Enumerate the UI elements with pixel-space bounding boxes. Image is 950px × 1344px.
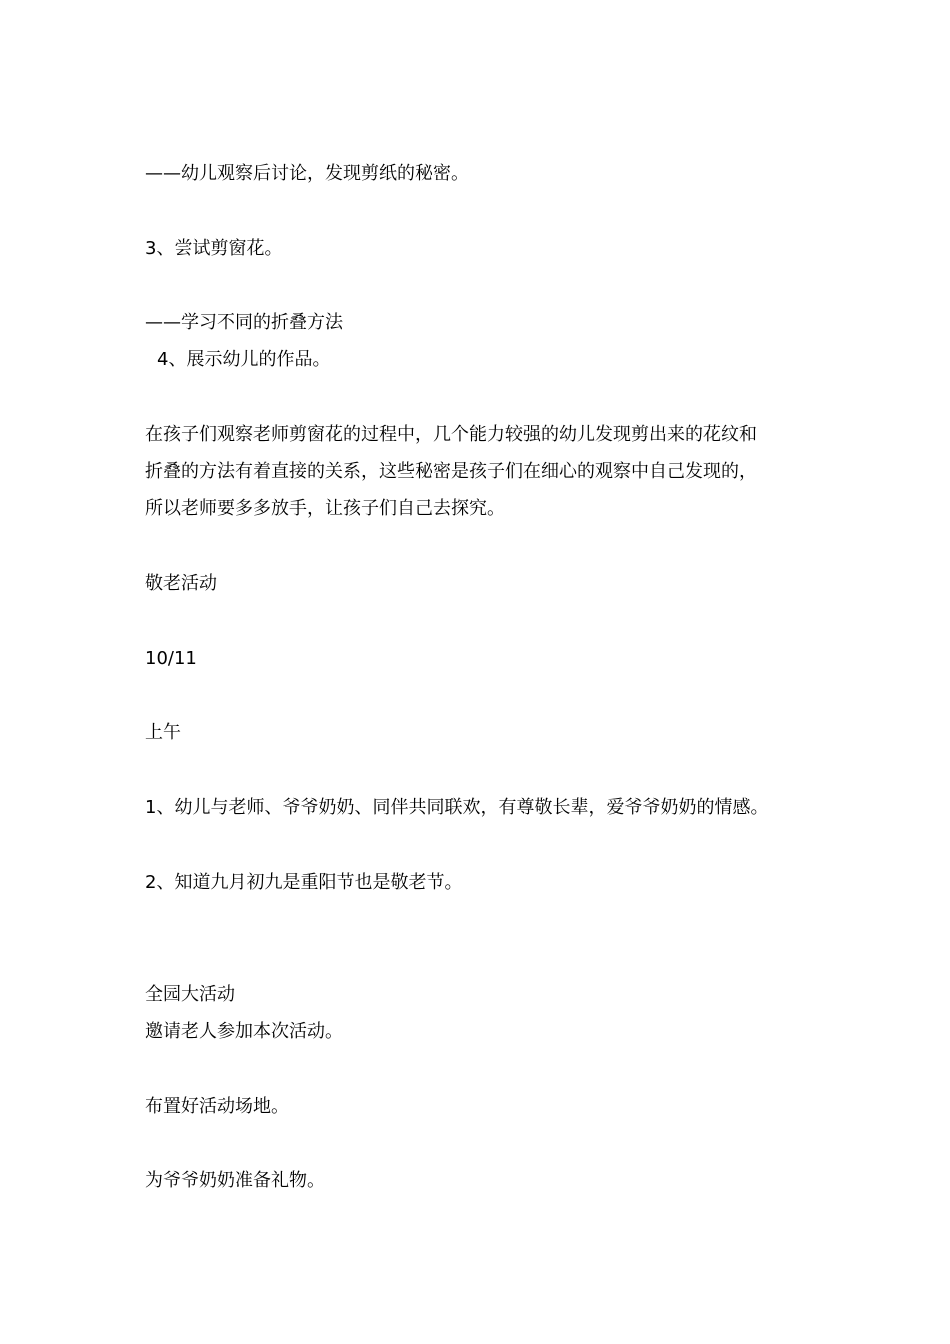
goal-1: 1、幼儿与老师、爷爷奶奶、同伴共同联欢，有尊敬长辈，爱爷爷奶奶的情感。 (145, 797, 769, 818)
step3-heading: 3、尝试剪窗花。 (145, 238, 283, 259)
prep-item-2: 布置好活动场地。 (145, 1096, 289, 1117)
step4-heading: 4、展示幼儿的作品。 (157, 349, 331, 370)
reflection-line-3: 所以老师要多多放手，让孩子们自己去探究。 (145, 498, 505, 519)
time-of-day: 上午 (145, 722, 181, 743)
reflection-line-1: 在孩子们观察老师剪窗花的过程中，几个能力较强的幼儿发现剪出来的花纹和 (145, 424, 757, 445)
prep-item-1: 邀请老人参加本次活动。 (145, 1021, 343, 1042)
activity-date: 10/11 (145, 648, 197, 669)
prep-item-3: 为爷爷奶奶准备礼物。 (145, 1170, 325, 1191)
event-type: 全园大活动 (145, 984, 235, 1005)
activity-title: 敬老活动 (145, 573, 217, 594)
reflection-line-2: 折叠的方法有着直接的关系，这些秘密是孩子们在细心的观察中自己发现的， (145, 461, 757, 482)
goal-2: 2、知道九月初九是重阳节也是敬老节。 (145, 872, 463, 893)
step3-note: ——学习不同的折叠方法 (145, 312, 343, 333)
step2-note: ——幼儿观察后讨论，发现剪纸的秘密。 (145, 163, 469, 184)
